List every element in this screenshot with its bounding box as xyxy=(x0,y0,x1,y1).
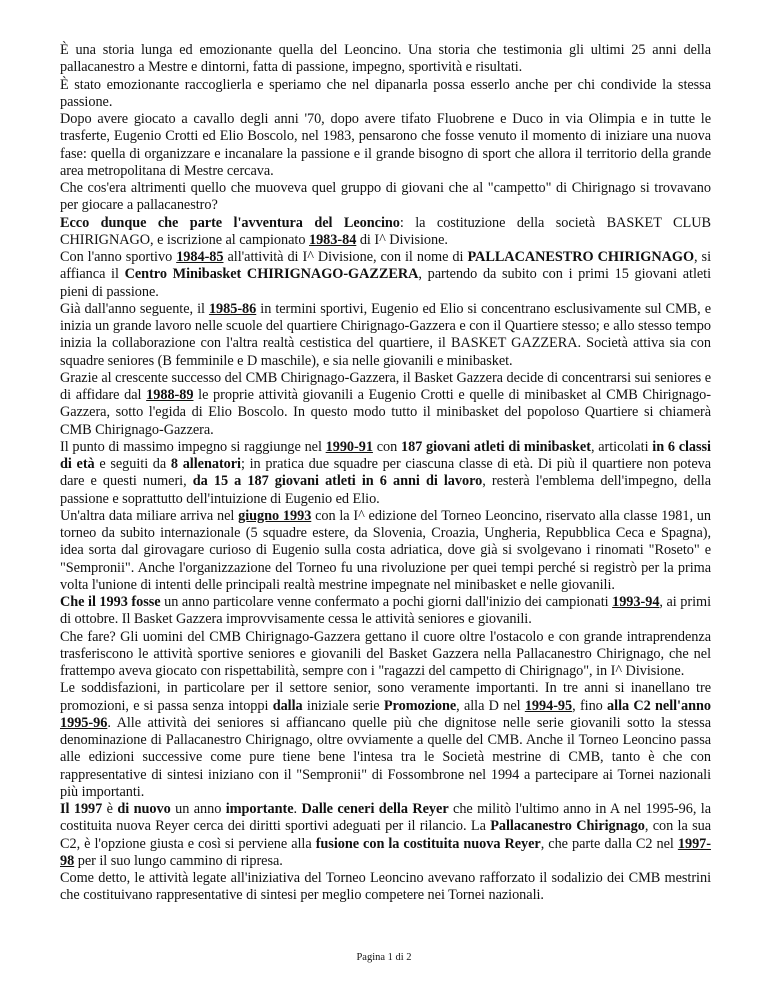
paragraph xyxy=(60,42,711,77)
bold-text: importante xyxy=(225,801,294,817)
bold-text: alla C2 nell'anno xyxy=(607,697,711,714)
text-run: , articolati xyxy=(590,438,653,455)
bold-span xyxy=(176,249,223,265)
text-run: con xyxy=(372,438,401,455)
bold-text: Il 1997 xyxy=(60,801,103,817)
text-run: È stato emozionante raccoglierla e speriamo che nel dipanarla possa esserlo anche per chi condivide la stessa passione. xyxy=(60,76,711,110)
bold-text: Ecco dunque che parte l'avventura del Leoncino xyxy=(60,214,400,231)
bold-text: Pallacanestro Chirignago xyxy=(490,818,645,835)
bold-span xyxy=(326,439,373,455)
bold-text: dalla xyxy=(272,697,303,714)
text-run: iniziale serie xyxy=(302,697,384,714)
bold-text: di nuovo xyxy=(117,801,171,817)
text-run: un anno xyxy=(170,801,226,817)
paragraph xyxy=(60,180,711,215)
paragraph xyxy=(60,594,711,629)
paragraph xyxy=(60,215,711,250)
season-highlight: 1993-94 xyxy=(612,594,660,610)
text-run: Le soddisfazioni, in particolare per il settore senior, sono veramente importanti. In tre anni si inanellano tre promozioni, e si passa senza intoppi xyxy=(60,680,711,714)
text-run: ; in pratica due squadre per ciascuna classe di età. Di più il quartiere non poteva dare e questi numeri, xyxy=(60,456,712,490)
season-highlight: 1997-98 xyxy=(60,835,711,869)
text-run: : la costituzione della società BASKET CLUB CHIRIGNAGO, e iscrizione al campionato xyxy=(60,214,711,248)
text-run: e seguiti da xyxy=(94,456,171,472)
bold-span xyxy=(612,594,659,610)
text-run: Il punto di massimo impegno si raggiunge nel xyxy=(60,438,326,455)
text-run: Un'altra data miliare arriva nel xyxy=(60,507,239,524)
text-run: , con la sua C2, è l'opzione giusta e così si perviene alla xyxy=(60,818,711,852)
bold-text: Promozione xyxy=(383,697,457,714)
text-run: Con l'anno sportivo xyxy=(60,249,177,265)
paragraph xyxy=(60,111,711,180)
season-highlight: 1983-84 xyxy=(308,231,357,248)
paragraph xyxy=(60,680,711,801)
text-run: Già dall'anno seguente, il xyxy=(60,300,209,317)
season-highlight: giugno 1993 xyxy=(238,507,312,524)
paragraph xyxy=(60,801,711,870)
bold-text: Che il 1993 fosse xyxy=(60,594,161,610)
bold-text: PALLACANESTRO CHIRIGNAGO xyxy=(467,249,695,265)
bold-text: da 15 a 187 giovani atleti in 6 anni di lavoro xyxy=(192,473,483,490)
season-highlight: 1984-85 xyxy=(176,249,224,265)
document-body xyxy=(60,42,711,905)
season-highlight: 1990-91 xyxy=(325,438,373,455)
bold-span xyxy=(146,387,193,403)
paragraph xyxy=(60,249,711,301)
paragraph xyxy=(60,629,711,681)
text-run: , alla D nel xyxy=(456,697,525,714)
bold-text: fusione con la costituita nuova Reyer xyxy=(315,835,541,852)
text-run: per il suo lungo cammino di ripresa. xyxy=(74,852,283,869)
paragraph xyxy=(60,301,711,370)
text-run: , ai primi di ottobre. Il Basket Gazzera improvvisamente cessa le attività seniores e giovanili. xyxy=(60,594,712,628)
season-highlight: 1985-86 xyxy=(208,300,257,317)
bold-text: Centro Minibasket CHIRIGNAGO-GAZZERA xyxy=(124,266,419,283)
bold-text: 8 allenatori xyxy=(170,456,241,472)
paragraph xyxy=(60,77,711,112)
bold-span xyxy=(309,232,356,248)
text-run: all'attività di I^ Divisione, con il nome di xyxy=(223,249,468,265)
text-run: è xyxy=(102,801,118,817)
text-run: in termini sportivi, Eugenio ed Elio si concentrano esclusivamente sul CMB, e inizia un grande lavoro nelle scuole del quartiere Chirignago-Gazzera e con il Quartiere stesso; e allo stesso tempo inizia la collaborazione con l'altra realtà cestistica del quartiere, il BASKET GAZZERA. Società attiva sia con squadre seniores (B femminile e D maschile), e sia nelle giovanili e minibasket. xyxy=(60,300,711,369)
bold-span xyxy=(60,715,107,731)
text-run: . xyxy=(293,801,302,817)
text-run: , si affianca il xyxy=(60,249,711,283)
text-run: È una storia lunga ed emozionante quella del Leoncino. Una storia che testimonia gli ultimi 25 anni della pallacanestro a Mestre e dintorni, fatta di passione, impegno, sportività e risultati. xyxy=(60,42,711,76)
paragraph xyxy=(60,508,711,594)
bold-text: in 6 classi di età xyxy=(60,438,711,472)
text-run: , che parte dalla C2 nel xyxy=(540,835,678,852)
paragraph xyxy=(60,870,711,905)
paragraph xyxy=(60,370,711,439)
text-run: , resterà l'emblema dell'impegno, della passione e soprattutto dell'intuizione di Eugenio ed Elio. xyxy=(60,473,711,507)
paragraph xyxy=(60,439,711,508)
text-run: Grazie al crescente successo del CMB Chirignago-Gazzera, il Basket Gazzera decide di concentrarsi sui seniores e di affidare dal xyxy=(60,369,711,403)
season-highlight: 1995-96 xyxy=(60,714,108,731)
text-run: Che cos'era altrimenti quello che muoveva quel gruppo di giovani che al "campetto" di Chirignago si trovavano per giocare a pallacanestro? xyxy=(60,180,711,214)
bold-span xyxy=(525,698,572,714)
text-run: Come detto, le attività legate all'iniziativa del Torneo Leoncino avevano rafforzato il sodalizio dei CMB mestrini che costituivano rappresentative di sintesi per meglio competere nei Tornei nazionali. xyxy=(60,870,711,904)
season-highlight: 1988-89 xyxy=(146,387,194,403)
text-run: Dopo avere giocato a cavallo degli anni '70, dopo avere tifato Fluobrene e Duco in via Olimpia e in tutte le trasferte, Eugenio Crotti ed Elio Boscolo, nel 1983, pensarono che fosse venuto il momento di iniziare una nuova fase: quella di organizzare e incanalare la passione e il grande bisogno di sport che allora il territorio della grande area metropolitana di Mestre cercava. xyxy=(60,111,711,179)
text-run: le proprie attività giovanili a Eugenio Crotti e quelle di minibasket al CMB Chirignago-Gazzera, sotto l'egida di Elio Boscolo. In questo modo tutto il minibasket del popoloso Quartiere si chiamerà CMB Chirignago-Gazzera. xyxy=(60,387,711,438)
text-run: un anno particolare venne confermato a pochi giorni dall'inizio dei campionati xyxy=(160,594,613,610)
bold-span xyxy=(238,508,311,524)
text-run: con la I^ edizione del Torneo Leoncino, riservato alla classe 1981, un torneo da subito internazionale (5 squadre estere, da Slovenia, Croazia, Ungheria, Repubblica Ceca e Spagna), idea sorta dal girovagare curioso di Eugenio sulla costa adriatica, dove già si svolgevano i rinomati "Roseto" e "Sempronii". Anche l'organizzazione del Torneo fu una rivoluzione per quei tempi perché si registrò per la prima volta l'unione di intenti delle principali realtà mestrine impegnate nel minibasket e nelle giovanili. xyxy=(60,507,711,593)
text-run: , fino xyxy=(572,697,608,714)
text-run: , partendo da subito con i primi 15 giovani atleti pieni di passione. xyxy=(60,266,711,300)
text-run: che militò l'ultimo anno in A nel 1995-96, la costituita nuova Reyer cerca dei diritti sportivi adeguati per il rilancio. La xyxy=(60,801,711,835)
bold-text: Dalle ceneri della Reyer xyxy=(301,801,449,817)
bold-span xyxy=(209,301,256,317)
page-footer: Pagina 1 di 2 xyxy=(356,952,412,963)
text-run: . Alle attività dei seniores si affiancano quelle più che dignitose nelle serie giovanili sotto la stessa denominazione di Pallacanestro Chirignago, oltre ovviamente a quelle del CMB. Anche il Torneo Leoncino passa alle edizioni successive come pure tiene bene l'intesa tra le Società mestrine di CMB, tanto è che con rappresentative di sintesi iniziano con il "Sempronii" di Fossombrone nel 1994 a partecipare ai Tornei nazionali più importanti. xyxy=(60,714,711,800)
bold-text: 187 giovani atleti di minibasket xyxy=(400,438,591,455)
text-run: Che fare? Gli uomini del CMB Chirignago-Gazzera gettano il cuore oltre l'ostacolo e con grande intraprendenza trasferiscono le attività sportive seniores e giovanili del Basket Gazzera nella Pallacanestro Chirignago, che nel frattempo aveva giocato con rispettabilità, sempre con i "ragazzi del campetto di Chirignago", in I^ Divisione. xyxy=(60,628,711,679)
season-highlight: 1994-95 xyxy=(524,697,573,714)
text-run: di I^ Divisione. xyxy=(356,231,448,248)
